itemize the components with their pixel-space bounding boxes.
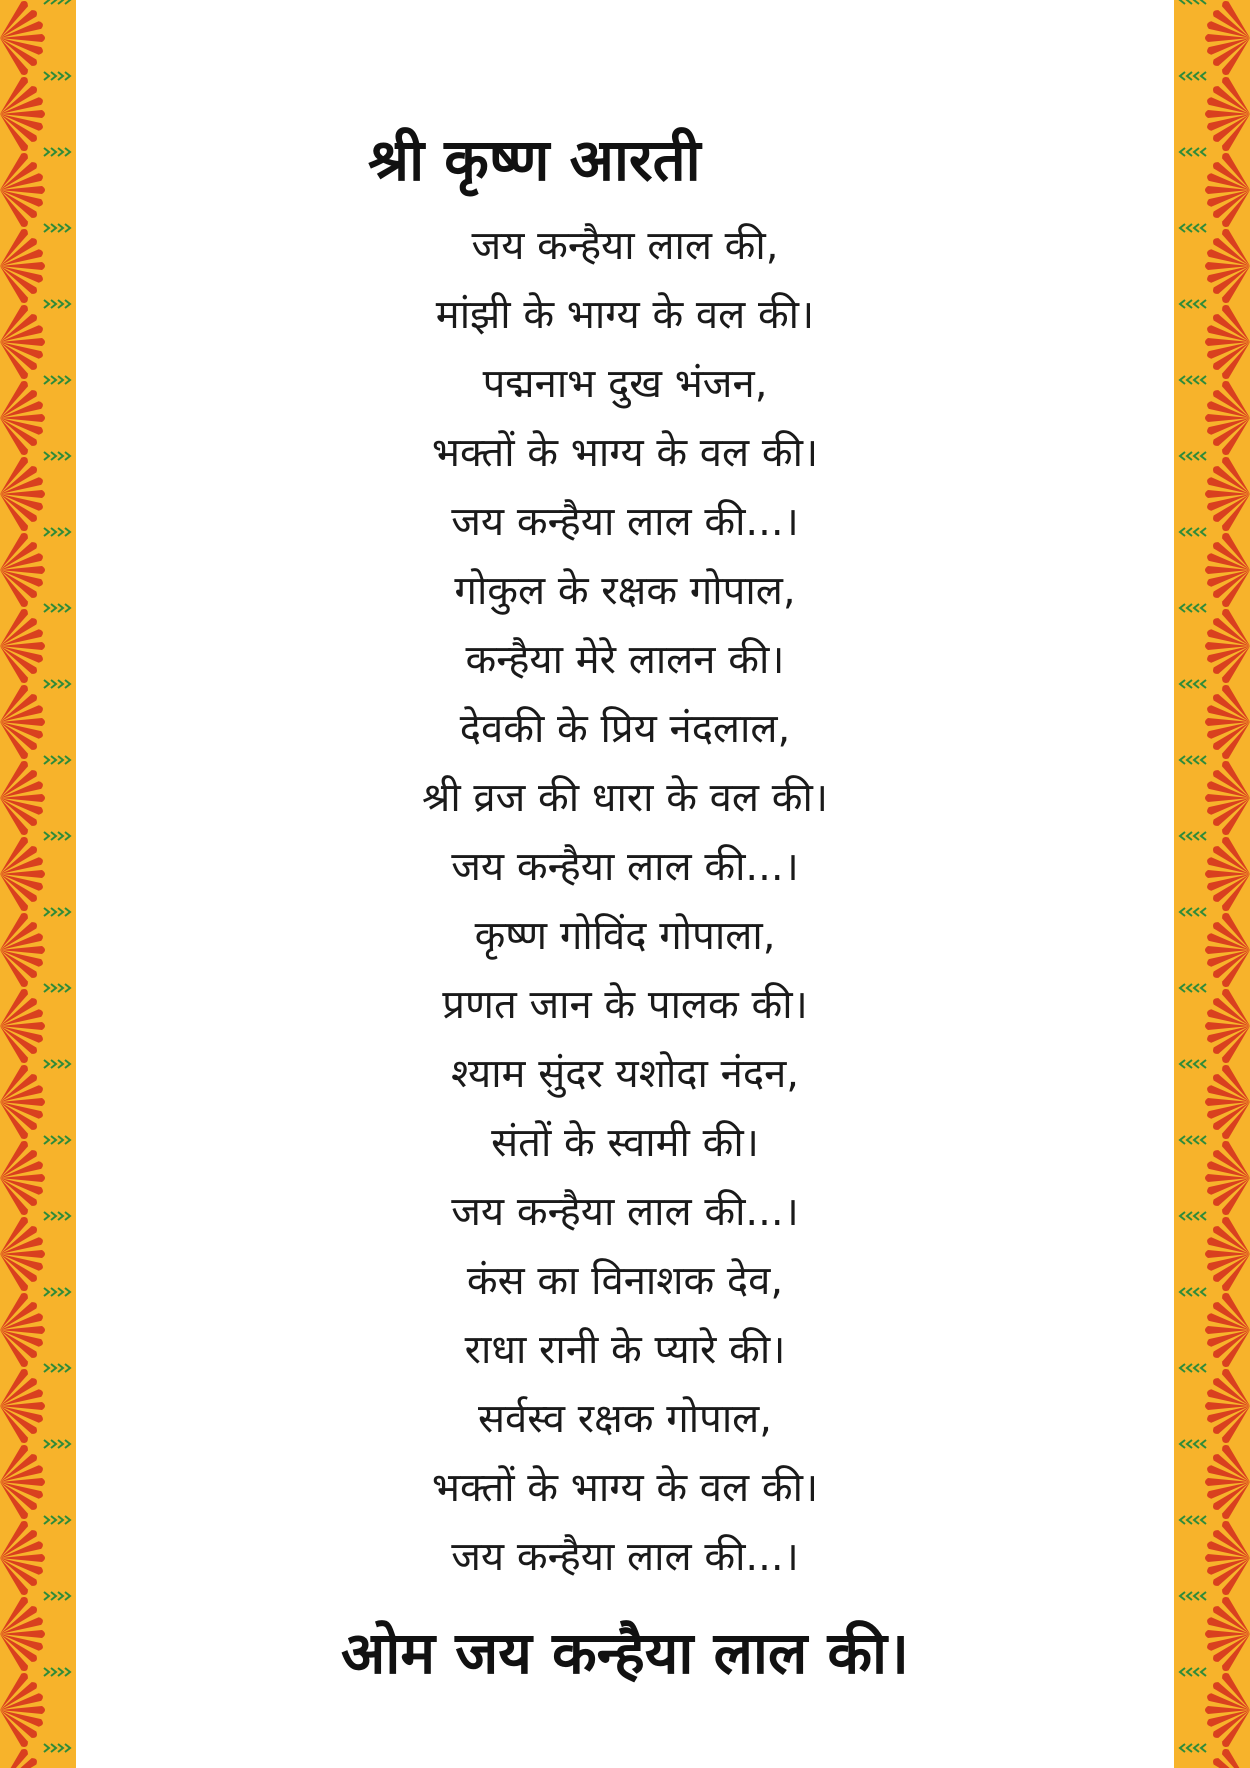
pattern-motif (0, 908, 70, 987)
pattern-motif (0, 300, 70, 379)
pattern-motif (1180, 300, 1250, 379)
pattern-motif (0, 0, 70, 75)
pattern-motif (0, 604, 70, 683)
verse-line: मांझी के भाग्य के वल की। (435, 292, 815, 338)
pattern-motif (0, 1440, 70, 1519)
pattern-motif (1180, 1136, 1250, 1215)
pattern-motif (1180, 72, 1250, 151)
pattern-motif (0, 1288, 70, 1367)
pattern-motif (0, 1212, 70, 1291)
left-decorative-border (0, 0, 76, 1768)
pattern-motif (0, 680, 70, 759)
pattern-motif (0, 984, 70, 1063)
pattern-motif (0, 832, 70, 911)
title-text: श्री कृष्ण आरती (368, 125, 701, 194)
pattern-motif (1180, 908, 1250, 987)
verse-line: जय कन्हैया लाल की...। (451, 844, 799, 890)
verse-line: राधा रानी के प्यारे की। (464, 1327, 786, 1373)
pattern-motif (1180, 452, 1250, 531)
pattern-motif (0, 1668, 70, 1747)
pattern-motif (1180, 0, 1250, 75)
verse-line: भक्तों के भाग्य के वल की। (431, 1465, 819, 1511)
pattern-motif (1180, 1288, 1250, 1367)
pattern-motif (1180, 1592, 1250, 1671)
verse-line: जय कन्हैया लाल की...। (451, 1189, 799, 1235)
verse-line: कृष्ण गोविंद गोपाला, (474, 913, 776, 959)
pattern-motif (1180, 604, 1250, 683)
floral-pattern-icon (1174, 0, 1250, 1768)
pattern-motif (1180, 1744, 1250, 1768)
pattern-motif (0, 1136, 70, 1215)
pattern-motif (0, 376, 70, 455)
verse-line: गोकुल के रक्षक गोपाल, (454, 568, 796, 614)
pattern-motif (1180, 528, 1250, 607)
pattern-motif (1180, 680, 1250, 759)
pattern-motif (0, 224, 70, 303)
verse-line: जय कन्हैया लाल की, (471, 223, 779, 269)
pattern-motif (1180, 376, 1250, 455)
verse-line: श्री व्रज की धारा के वल की। (422, 775, 828, 821)
verse-line: जय कन्हैया लाल की...। (451, 499, 799, 545)
pattern-motif (1180, 1668, 1250, 1747)
pattern-motif (1180, 1516, 1250, 1595)
pattern-motif (1180, 1440, 1250, 1519)
aarti-page (76, 0, 1174, 1768)
verse-line: कन्हैया मेरे लालन की। (465, 637, 785, 683)
pattern-motif (0, 1364, 70, 1443)
pattern-motif (1180, 756, 1250, 835)
pattern-motif (0, 1592, 70, 1671)
pattern-motif (1180, 984, 1250, 1063)
verse-line: पद्मनाभ दुख भंजन, (482, 361, 768, 407)
verse-list (76, 212, 1174, 1592)
verse-line: देवकी के प्रिय नंदलाल, (459, 706, 791, 752)
verse-line: श्याम सुंदर यशोदा नंदन, (451, 1051, 799, 1097)
pattern-motif (0, 1516, 70, 1595)
pattern-motif (0, 528, 70, 607)
pattern-motif (1180, 1212, 1250, 1291)
pattern-motif (1180, 224, 1250, 303)
right-decorative-border (1174, 0, 1250, 1768)
pattern-motif (1180, 832, 1250, 911)
verse-line: संतों के स्वामी की। (491, 1120, 759, 1166)
pattern-motif (0, 1060, 70, 1139)
pattern-motif (0, 756, 70, 835)
pattern-motif (0, 452, 70, 531)
verse-line: कंस का विनाशक देव, (466, 1258, 784, 1304)
verse-line: प्रणत जान के पालक की। (442, 982, 808, 1028)
pattern-motif (1180, 148, 1250, 227)
pattern-motif (0, 1744, 70, 1768)
pattern-motif (1180, 1364, 1250, 1443)
pattern-motif (1180, 1060, 1250, 1139)
pattern-motif (0, 148, 70, 227)
verse-line: भक्तों के भाग्य के वल की। (431, 430, 819, 476)
closing-line: ओम जय कन्हैया लाल की। (340, 1619, 910, 1687)
pattern-motif (0, 72, 70, 151)
verse-line: जय कन्हैया लाल की...। (451, 1534, 799, 1580)
verse-line: सर्वस्व रक्षक गोपाल, (477, 1396, 773, 1442)
floral-pattern-icon (0, 0, 76, 1768)
